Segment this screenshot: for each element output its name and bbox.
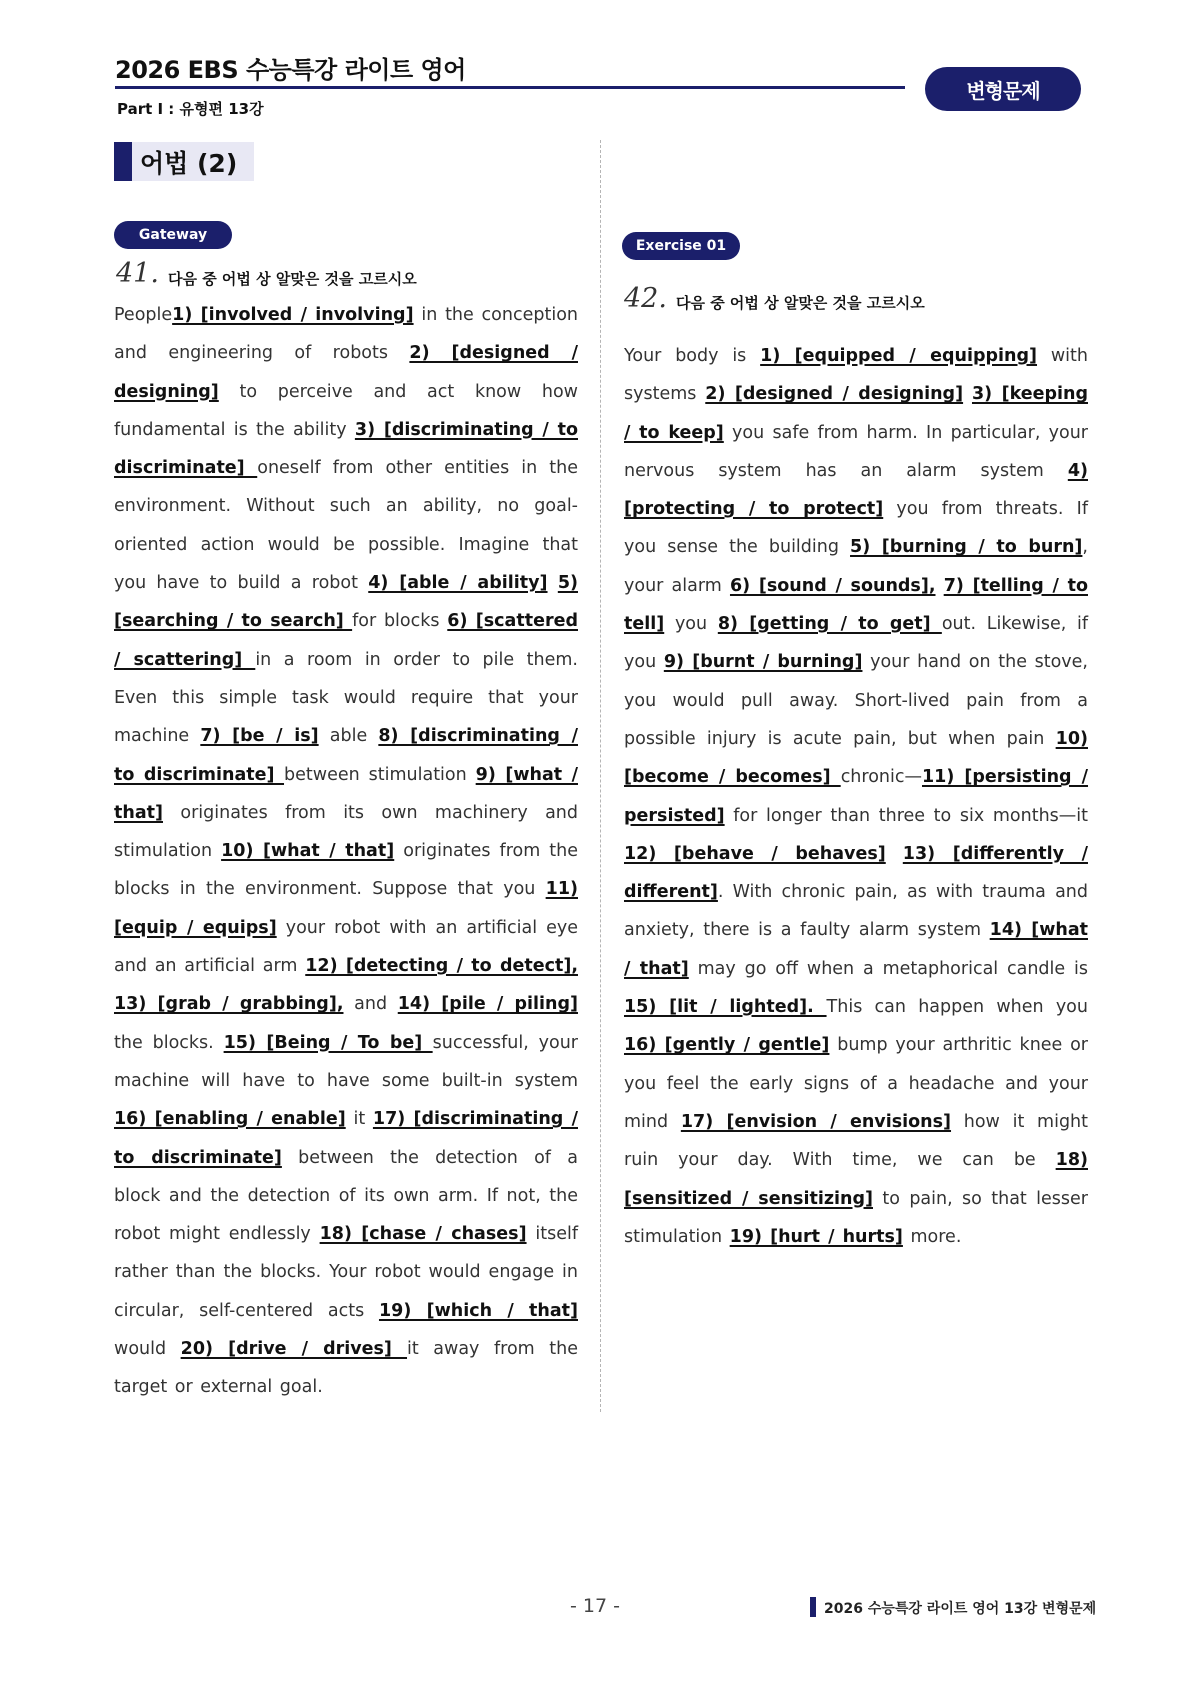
question-instruction-41: 다음 중 어법 상 알맞은 것을 고르시오 bbox=[168, 270, 417, 288]
gateway-tag: Gateway bbox=[114, 221, 232, 249]
answer-choice[interactable]: 20) [drive / drives] bbox=[180, 1339, 408, 1360]
answer-choice[interactable]: 17) [discriminating / to discriminate] bbox=[114, 1109, 578, 1168]
passage-text: it bbox=[345, 1109, 373, 1130]
answer-choice[interactable]: 4) [able / ability] bbox=[368, 573, 548, 594]
section-title: 어법 (2) bbox=[140, 149, 238, 178]
answer-choice[interactable]: 4) [protecting / to protect] bbox=[624, 460, 1088, 520]
answer-choice[interactable]: 6) [sound / sounds], bbox=[729, 575, 936, 596]
passage-text: the blocks. bbox=[114, 1032, 224, 1053]
passage-text bbox=[936, 576, 944, 596]
passage-text: between the detection of a block and the detection of its own arm. If not, the robot might endlessly bbox=[114, 1147, 578, 1245]
question-number-41: 41. bbox=[116, 258, 159, 289]
question-number-42: 42. bbox=[624, 283, 667, 314]
passage-text: itself rather than the blocks. Your robot would engage in circular, self-centered acts bbox=[114, 1224, 578, 1321]
passage-text: you from threats. If you sense the building bbox=[624, 499, 1088, 558]
footer-caption: 2026 수능특강 라이트 영어 13강 변형문제 bbox=[824, 1601, 1097, 1617]
passage-text: This can happen when you bbox=[826, 997, 1088, 1018]
passage-text: you safe from harm. In particular, your nervous system has an alarm system bbox=[624, 422, 1088, 481]
passage-text: it away from the target or external goal. bbox=[114, 1339, 578, 1398]
answer-choice[interactable]: 14) [pile / piling] bbox=[397, 994, 578, 1015]
answer-choice[interactable]: 11) [equip / equips] bbox=[114, 879, 578, 938]
answer-choice[interactable]: 5) [searching / to search] bbox=[114, 573, 578, 632]
passage-41 bbox=[114, 296, 578, 1407]
page-number: - 17 - bbox=[570, 1595, 620, 1617]
passage-text: you bbox=[664, 614, 718, 635]
answer-choice[interactable]: 12) [detecting / to detect], 13) [grab / grabbing], bbox=[114, 956, 578, 1015]
passage-text: with systems bbox=[624, 346, 1088, 405]
passage-text: your hand on the stove, you would pull away. Short-lived pain from a possible injury is acute pain, but when pain bbox=[624, 652, 1088, 749]
answer-choice[interactable]: 14) [what / that] bbox=[624, 920, 1088, 979]
passage-text: may go off when a metaphorical candle is bbox=[688, 958, 1089, 979]
answer-choice[interactable]: 8) [getting / to get] bbox=[717, 614, 942, 635]
document-title: 2026 EBS 수능특강 라이트 영어 bbox=[115, 56, 466, 84]
answer-choice[interactable]: 19) [hurt / hurts] bbox=[729, 1226, 903, 1247]
passage-text: more. bbox=[902, 1226, 962, 1247]
type-badge: 변형문제 bbox=[925, 67, 1081, 111]
answer-choice[interactable]: 19) [which / that] bbox=[378, 1300, 578, 1321]
passage-text bbox=[963, 384, 972, 404]
answer-choice[interactable]: 18) [chase / chases] bbox=[319, 1224, 527, 1245]
passage-text: in the conception and engineering of robots bbox=[114, 305, 578, 364]
passage-text: , your alarm bbox=[624, 537, 1088, 596]
answer-choice[interactable]: 11) [persisting / persisted] bbox=[624, 767, 1089, 826]
answer-choice[interactable]: 15) [Being / To be] bbox=[223, 1032, 433, 1053]
answer-choice[interactable]: 2) [designed / designing] bbox=[705, 384, 964, 405]
answer-choice[interactable]: 12) [behave / behaves] bbox=[624, 843, 886, 864]
passage-text: would bbox=[114, 1339, 181, 1360]
answer-choice[interactable]: 2) [designed / designing] bbox=[114, 343, 578, 402]
answer-choice[interactable]: 15) [lit / lighted]. bbox=[624, 997, 827, 1018]
column-divider bbox=[600, 140, 601, 1412]
answer-choice[interactable]: 1) [equipped / equipping] bbox=[760, 346, 1038, 366]
answer-choice[interactable]: 9) [what / that] bbox=[114, 764, 578, 823]
exercise-tag: Exercise 01 bbox=[622, 232, 740, 260]
passage-text bbox=[548, 573, 558, 593]
passage-text: to pain, so that lesser stimulation bbox=[624, 1188, 1088, 1247]
passage-text: Your body is bbox=[624, 346, 761, 366]
passage-text: how it might ruin your day. With time, we can be bbox=[624, 1111, 1089, 1171]
answer-choice[interactable]: 1) [involved / involving] bbox=[172, 305, 414, 325]
passage-text: successful, your machine will have to have some built-in system bbox=[114, 1032, 579, 1091]
answer-choice[interactable]: 8) [discriminating / to discriminate] bbox=[114, 726, 578, 785]
answer-choice[interactable]: 18) [sensitized / sensitizing] bbox=[624, 1150, 1088, 1209]
passage-text bbox=[886, 844, 903, 864]
answer-choice[interactable]: 10) [what / that] bbox=[221, 841, 395, 862]
answer-choice[interactable]: 10) [become / becomes] bbox=[624, 728, 1088, 788]
passage-text: and bbox=[343, 994, 398, 1015]
passage-text: chronic— bbox=[840, 767, 922, 788]
answer-choice[interactable]: 13) [differently / different] bbox=[624, 843, 1088, 903]
answer-choice[interactable]: 3) [discriminating / to discriminate] bbox=[114, 419, 578, 479]
passage-text: for longer than three to six months—it bbox=[724, 805, 1088, 826]
passage-text: . With chronic pain, as with trauma and anxiety, there is a faulty alarm system bbox=[624, 882, 1088, 941]
answer-choice[interactable]: 7) [be / is] bbox=[200, 726, 319, 747]
passage-text: to perceive and act know how fundamental is the ability bbox=[114, 381, 578, 440]
answer-choice[interactable]: 7) [telling / to tell] bbox=[624, 575, 1088, 635]
passage-text: out. Likewise, if you bbox=[624, 614, 1088, 673]
passage-42 bbox=[624, 337, 1088, 1256]
passage-text: bump your arthritic knee or you feel the early signs of a headache and your mind bbox=[624, 1035, 1089, 1132]
footer-mark bbox=[810, 1597, 816, 1617]
answer-choice[interactable]: 5) [burning / to burn] bbox=[850, 537, 1083, 558]
answer-choice[interactable]: 16) [gently / gentle] bbox=[624, 1035, 830, 1056]
answer-choice[interactable]: 16) [enabling / enable] bbox=[114, 1109, 346, 1130]
passage-text: in a room in order to pile them. Even this simple task would require that your machine bbox=[114, 649, 578, 747]
passage-text: originates from the blocks in the environment. Suppose that you bbox=[114, 841, 578, 900]
document-subtitle: Part Ⅰ : 유형편 13강 bbox=[117, 100, 264, 118]
answer-choice[interactable]: 9) [burnt / burning] bbox=[663, 652, 863, 673]
answer-choice[interactable]: 6) [scattered / scattering] bbox=[114, 611, 578, 670]
answer-choice[interactable]: 17) [envision / envisions] bbox=[680, 1111, 952, 1132]
question-instruction-42: 다음 중 어법 상 알맞은 것을 고르시오 bbox=[676, 294, 925, 312]
header-rule bbox=[115, 86, 905, 89]
passage-text: able bbox=[318, 726, 379, 747]
section-heading-bar bbox=[114, 142, 132, 181]
passage-text: oneself from other entities in the environment. Without such an ability, no goal-oriented action would be possible. Imagine that you have to build a robot bbox=[114, 458, 578, 594]
answer-choice[interactable]: 3) [keeping / to keep] bbox=[624, 384, 1088, 443]
passage-text: your robot with an artificial eye and an artificial arm bbox=[114, 917, 578, 977]
passage-text: originates from its own machinery and stimulation bbox=[114, 802, 578, 862]
passage-text: for blocks bbox=[352, 611, 448, 632]
passage-text: between stimulation bbox=[284, 764, 476, 785]
passage-text: People bbox=[114, 305, 173, 325]
